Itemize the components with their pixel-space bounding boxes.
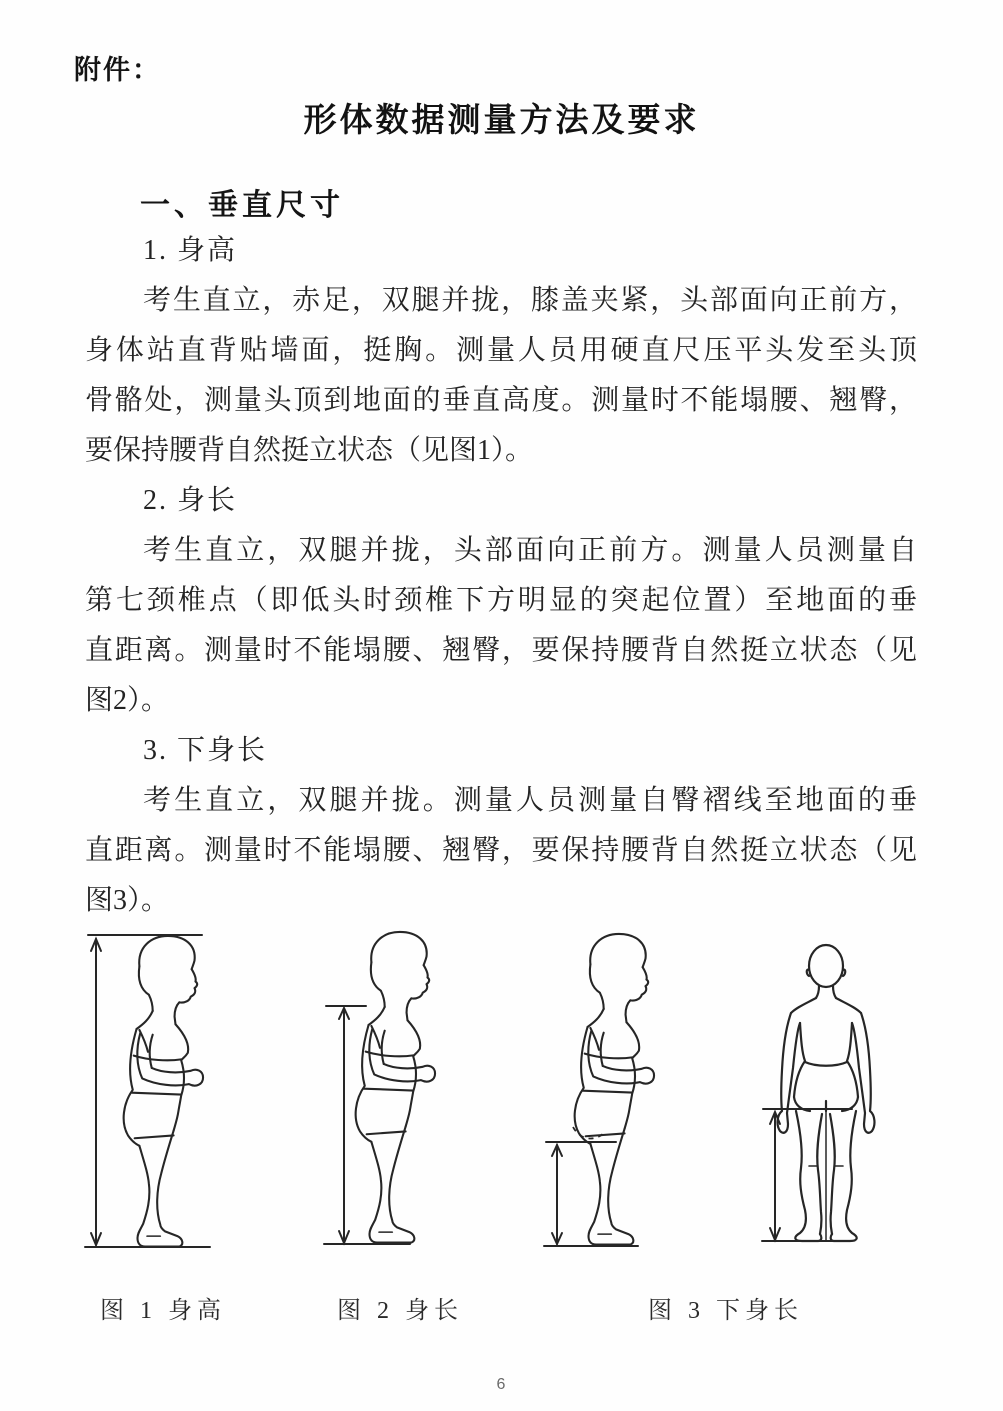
side-view-person	[124, 936, 203, 1247]
subheading-height: 1. 身高	[143, 235, 238, 266]
body-length-measure-arrow	[324, 1006, 410, 1244]
para-height-line-1: 考生直立，赤足，双腿并拢，膝盖夹紧，头部面向正前方，	[143, 285, 917, 316]
figure-3-caption: 图 3 下身长	[648, 1298, 803, 1324]
figure-body-length-side-view	[324, 932, 435, 1244]
page-number: 6	[496, 1376, 507, 1393]
lower-body-back-measure-arrow	[762, 1109, 852, 1241]
lower-body-measure-arrow	[544, 1142, 638, 1246]
page-title: 形体数据测量方法及要求	[303, 101, 700, 138]
para-lower-body-line-1: 考生直立，双腿并拢。测量人员测量自臀褶线至地面的垂	[143, 785, 917, 816]
attachment-label: 附件：	[74, 55, 161, 85]
subheading-body-length: 2. 身长	[143, 485, 238, 516]
para-body-length-line-1: 考生直立，双腿并拢，头部面向正前方。测量人员测量自	[143, 535, 917, 566]
para-body-length-line-2: 第七颈椎点（即低头时颈椎下方明显的突起位置）至地面的垂	[85, 585, 917, 616]
subheading-lower-body-length: 3. 下身长	[143, 735, 268, 766]
side-view-person	[356, 932, 435, 1243]
height-measure-arrow	[85, 935, 210, 1247]
figure-2-caption: 图 2 身长	[337, 1298, 463, 1324]
figure-height-side-view	[85, 935, 210, 1247]
para-lower-body-line-3: 图3）。	[85, 885, 170, 916]
para-height-line-3: 骨骼处，测量头顶到地面的垂直高度。测量时不能塌腰、翘臀，	[85, 385, 917, 416]
body-text	[85, 226, 917, 926]
measurement-figures	[60, 918, 960, 1263]
figures-line-art	[60, 918, 960, 1263]
para-body-length-line-3: 直距离。测量时不能塌腰、翘臀，要保持腰背自然挺立状态（见	[85, 635, 917, 666]
section-heading-vertical-dimensions: 一、垂直尺寸	[140, 189, 344, 222]
para-height-line-2: 身体站直背贴墙面，挺胸。测量人员用硬直尺压平头发至头顶	[85, 335, 917, 366]
figure-1-caption: 图 1 身高	[100, 1298, 226, 1324]
back-view-person	[778, 945, 875, 1241]
para-height-line-4: 要保持腰背自然挺立状态（见图1）。	[85, 435, 534, 466]
para-lower-body-line-2: 直距离。测量时不能塌腰、翘臀，要保持腰背自然挺立状态（见	[85, 835, 917, 866]
figure-lower-body-length-side-view	[544, 934, 654, 1246]
side-view-person	[575, 934, 654, 1245]
para-body-length-line-4: 图2）。	[85, 685, 170, 716]
figure-lower-body-length-back-view	[762, 945, 874, 1241]
